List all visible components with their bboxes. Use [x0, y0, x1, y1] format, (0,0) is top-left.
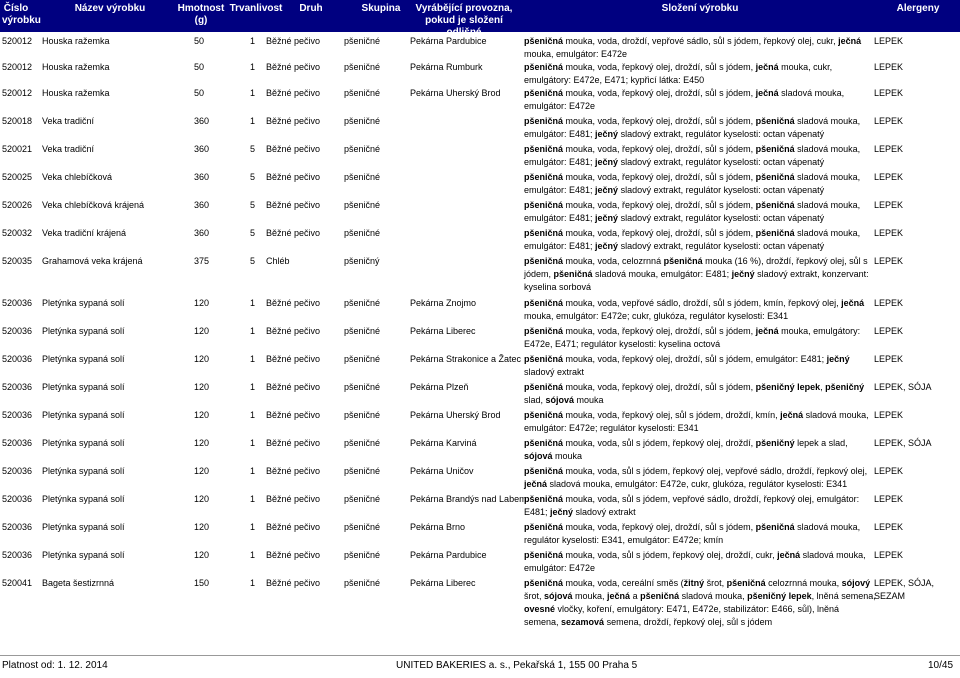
cell-druh: Běžné pečivo	[266, 410, 321, 420]
cell-trvanlivost: 1	[250, 522, 256, 532]
cell-skupina: pšeničné	[344, 354, 381, 364]
cell-druh: Běžné pečivo	[266, 494, 321, 504]
cell-nazev: Pletýnka sypaná solí	[42, 354, 125, 364]
cell-nazev: Houska ražemka	[42, 88, 110, 98]
cell-trvanlivost: 1	[250, 354, 256, 364]
cell-alergeny: LEPEK	[874, 354, 904, 364]
cell-provozna: Pekárna Liberec	[410, 326, 476, 336]
cell-trvanlivost: 1	[250, 88, 256, 98]
header-provozna: Vyrábějící provozna, pokud je složení odlišné	[415, 3, 513, 38]
cell-alergeny: LEPEK	[874, 200, 904, 210]
cell-nazev: Pletýnka sypaná solí	[42, 550, 125, 560]
cell-hmotnost: 150	[194, 578, 210, 588]
cell-trvanlivost: 1	[250, 62, 256, 72]
cell-cislo: 520036	[2, 410, 33, 420]
cell-hmotnost: 120	[194, 494, 210, 504]
cell-trvanlivost: 1	[250, 466, 256, 476]
cell-nazev: Pletýnka sypaná solí	[42, 382, 125, 392]
cell-slozeni: pšeničná mouka, voda, řepkový olej, droždí, sůl s jódem, pšeničná sladová mouka, emulgátor: E481; ječný sladový extrakt, regulátor kyselosti: octan vápenatý	[524, 228, 861, 251]
cell-nazev: Pletýnka sypaná solí	[42, 438, 125, 448]
cell-cislo: 520041	[2, 578, 33, 588]
cell-skupina: pšeničné	[344, 550, 381, 560]
cell-hmotnost: 360	[194, 228, 210, 238]
cell-nazev: Veka chlebíčková	[42, 172, 113, 182]
cell-cislo: 520036	[2, 466, 33, 476]
cell-cislo: 520012	[2, 36, 33, 46]
cell-alergeny: LEPEK	[874, 256, 904, 266]
cell-nazev: Veka chlebíčková krájená	[42, 200, 145, 210]
cell-druh: Běžné pečivo	[266, 466, 321, 476]
cell-skupina: pšeničné	[344, 298, 381, 308]
cell-provozna: Pekárna Strakonice a Žatec	[410, 354, 522, 364]
cell-provozna: Pekárna Rumburk	[410, 62, 483, 72]
cell-nazev: Pletýnka sypaná solí	[42, 298, 125, 308]
cell-nazev: Houska ražemka	[42, 62, 110, 72]
cell-nazev: Veka tradiční	[42, 116, 95, 126]
cell-alergeny: LEPEK	[874, 88, 904, 98]
cell-slozeni: pšeničná mouka, voda, řepkový olej, droždí, sůl s jódem, pšeničná sladová mouka, emulgátor: E481; ječný sladový extrakt, regulátor kyselosti: octan vápenatý	[524, 116, 861, 139]
cell-nazev: Veka tradiční	[42, 144, 95, 154]
cell-provozna: Pekárna Liberec	[410, 578, 476, 588]
cell-hmotnost: 50	[194, 88, 205, 98]
cell-slozeni: pšeničná mouka, voda, řepkový olej, sůl s jódem, droždí, kmín, ječná sladová mouka, emulgátor: E472e; regulátor kyselosti: E341	[524, 410, 869, 433]
header-skupina: Skupina	[361, 3, 401, 14]
cell-slozeni: pšeničná mouka, voda, řepkový olej, droždí, sůl s jódem, pšeničná sladová mouka, emulgátor: E481; ječný sladový extrakt, regulátor kyselosti: octan vápenatý	[524, 144, 861, 167]
cell-slozeni: pšeničná mouka, voda, řepkový olej, droždí, sůl s jódem, pšeničná sladová mouka, regulátor kyselosti: E341, emulgátor: E472e; kmín	[524, 522, 861, 545]
footer-page-number: 10/45	[928, 660, 954, 671]
cell-druh: Běžné pečivo	[266, 172, 321, 182]
cell-slozeni: pšeničná mouka, voda, řepkový olej, droždí, sůl s jódem, ječná mouka, emulgátory: E472e, E471; regulátor kyselosti: kyselina octová	[524, 326, 861, 349]
cell-alergeny: LEPEK	[874, 116, 904, 126]
cell-druh: Běžné pečivo	[266, 298, 321, 308]
cell-slozeni: pšeničná mouka, voda, sůl s jódem, řepkový olej, droždí, pšeničný lepek a slad, sójová mouka	[524, 438, 848, 461]
cell-skupina: pšeničné	[344, 326, 381, 336]
footer-company: UNITED BAKERIES a. s., Pekařská 1, 155 00 Praha 5	[396, 660, 638, 671]
cell-skupina: pšeničné	[344, 578, 381, 588]
cell-nazev: Pletýnka sypaná solí	[42, 410, 125, 420]
cell-alergeny: LEPEK	[874, 62, 904, 72]
cell-hmotnost: 375	[194, 256, 210, 266]
cell-druh: Běžné pečivo	[266, 116, 321, 126]
cell-skupina: pšeničné	[344, 200, 381, 210]
cell-provozna: Pekárna Pardubice	[410, 550, 487, 560]
cell-slozeni: pšeničná mouka, voda, sůl s jódem, řepkový olej, droždí, cukr, ječná sladová mouka, emulgátor: E472e	[524, 550, 866, 573]
cell-cislo: 520036	[2, 438, 33, 448]
cell-trvanlivost: 5	[250, 228, 256, 238]
cell-trvanlivost: 1	[250, 410, 256, 420]
cell-hmotnost: 360	[194, 116, 210, 126]
header-trvanlivost: Trvanlivost	[229, 3, 283, 14]
cell-alergeny: LEPEK	[874, 410, 904, 420]
cell-hmotnost: 120	[194, 438, 210, 448]
cell-druh: Běžné pečivo	[266, 550, 321, 560]
cell-hmotnost: 120	[194, 354, 210, 364]
cell-alergeny: LEPEK	[874, 494, 904, 504]
cell-alergeny: LEPEK	[874, 228, 904, 238]
cell-trvanlivost: 1	[250, 578, 256, 588]
cell-trvanlivost: 1	[250, 494, 256, 504]
cell-druh: Běžné pečivo	[266, 522, 321, 532]
cell-druh: Běžné pečivo	[266, 62, 321, 72]
cell-druh: Běžné pečivo	[266, 200, 321, 210]
cell-provozna: Pekárna Uničov	[410, 466, 474, 476]
cell-cislo: 520036	[2, 354, 33, 364]
cell-slozeni: pšeničná mouka, voda, řepkový olej, droždí, sůl s jódem, pšeničný lepek, pšeničný slad, sójová mouka	[524, 382, 865, 405]
cell-druh: Běžné pečivo	[266, 382, 321, 392]
cell-skupina: pšeničný	[344, 256, 380, 266]
cell-trvanlivost: 5	[250, 144, 256, 154]
cell-hmotnost: 120	[194, 382, 210, 392]
cell-trvanlivost: 1	[250, 116, 256, 126]
cell-hmotnost: 120	[194, 326, 210, 336]
cell-druh: Běžné pečivo	[266, 36, 321, 46]
cell-druh: Chléb	[266, 256, 290, 266]
cell-trvanlivost: 5	[250, 256, 256, 266]
cell-skupina: pšeničné	[344, 88, 381, 98]
cell-slozeni: pšeničná mouka, voda, sůl s jódem, vepřové sádlo, droždí, řepkový olej, emulgátor: E481; ječný sladový extrakt	[524, 494, 860, 517]
cell-nazev: Grahamová veka krájená	[42, 256, 143, 266]
cell-druh: Běžné pečivo	[266, 354, 321, 364]
cell-druh: Běžné pečivo	[266, 438, 321, 448]
cell-nazev: Pletýnka sypaná solí	[42, 326, 125, 336]
cell-provozna: Pekárna Plzeň	[410, 382, 469, 392]
cell-druh: Běžné pečivo	[266, 144, 321, 154]
header-alergeny: Alergeny	[896, 3, 940, 14]
cell-skupina: pšeničné	[344, 116, 381, 126]
cell-cislo: 520036	[2, 326, 33, 336]
cell-alergeny: LEPEK	[874, 172, 904, 182]
cell-alergeny: LEPEK	[874, 550, 904, 560]
cell-alergeny: LEPEK, SÓJA	[874, 382, 932, 392]
cell-druh: Běžné pečivo	[266, 88, 321, 98]
cell-druh: Běžné pečivo	[266, 228, 321, 238]
cell-alergeny: LEPEK	[874, 522, 904, 532]
cell-nazev: Houska ražemka	[42, 36, 110, 46]
cell-alergeny: LEPEK, SÓJA, SEZAM	[874, 578, 935, 601]
cell-trvanlivost: 1	[250, 382, 256, 392]
cell-hmotnost: 50	[194, 62, 205, 72]
cell-slozeni: pšeničná mouka, voda, celozrnná pšeničná mouka (16 %), droždí, řepkový olej, sůl s jódem, pšeničná sladová mouka, emulgátor: E481; ječný sladový extrakt, konzervant: kyselina sorbová	[524, 256, 869, 292]
cell-hmotnost: 120	[194, 550, 210, 560]
cell-nazev: Pletýnka sypaná solí	[42, 522, 125, 532]
cell-skupina: pšeničné	[344, 228, 381, 238]
cell-skupina: pšeničné	[344, 522, 381, 532]
cell-hmotnost: 360	[194, 144, 210, 154]
cell-alergeny: LEPEK, SÓJA	[874, 438, 932, 448]
cell-druh: Běžné pečivo	[266, 578, 321, 588]
cell-cislo: 520018	[2, 116, 33, 126]
cell-skupina: pšeničné	[344, 36, 381, 46]
cell-skupina: pšeničné	[344, 172, 381, 182]
cell-provozna: Pekárna Znojmo	[410, 298, 477, 308]
header-druh: Druh	[299, 3, 323, 14]
cell-alergeny: LEPEK	[874, 326, 904, 336]
header-slozeni: Složení výrobku	[661, 3, 739, 14]
footer-validity: Platnost od: 1. 12. 2014	[2, 660, 108, 671]
cell-nazev: Bageta šestizrnná	[42, 578, 115, 588]
footer-divider	[0, 655, 960, 656]
cell-cislo: 520012	[2, 62, 33, 72]
cell-skupina: pšeničné	[344, 382, 381, 392]
cell-druh: Běžné pečivo	[266, 326, 321, 336]
cell-alergeny: LEPEK	[874, 36, 904, 46]
header-nazev: Název výrobku	[74, 3, 146, 14]
cell-trvanlivost: 1	[250, 550, 256, 560]
header-cislo: Číslo výrobku	[2, 3, 41, 26]
cell-provozna: Pekárna Uherský Brod	[410, 88, 501, 98]
cell-cislo: 520012	[2, 88, 33, 98]
cell-trvanlivost: 1	[250, 298, 256, 308]
cell-skupina: pšeničné	[344, 410, 381, 420]
cell-trvanlivost: 1	[250, 36, 256, 46]
cell-trvanlivost: 1	[250, 438, 256, 448]
cell-provozna: Pekárna Pardubice	[410, 36, 487, 46]
cell-cislo: 520036	[2, 298, 33, 308]
cell-cislo: 520036	[2, 494, 33, 504]
cell-cislo: 520036	[2, 382, 33, 392]
cell-provozna: Pekárna Brandýs nad Labem	[410, 494, 527, 504]
cell-slozeni: pšeničná mouka, voda, řepkový olej, droždí, sůl s jódem, pšeničná sladová mouka, emulgátor: E481; ječný sladový extrakt, regulátor kyselosti: octan vápenatý	[524, 200, 861, 223]
header-hmotnost: Hmotnost (g)	[177, 3, 225, 26]
cell-alergeny: LEPEK	[874, 298, 904, 308]
cell-skupina: pšeničné	[344, 494, 381, 504]
cell-hmotnost: 120	[194, 522, 210, 532]
cell-cislo: 520036	[2, 550, 33, 560]
cell-hmotnost: 360	[194, 172, 210, 182]
cell-nazev: Pletýnka sypaná solí	[42, 466, 125, 476]
cell-hmotnost: 120	[194, 298, 210, 308]
cell-skupina: pšeničné	[344, 466, 381, 476]
cell-cislo: 520026	[2, 200, 33, 210]
cell-trvanlivost: 5	[250, 172, 256, 182]
cell-trvanlivost: 1	[250, 326, 256, 336]
cell-slozeni: pšeničná mouka, voda, cereální směs (žitný šrot, pšeničná celozrnná mouka, sójový šrot, sójová mouka, ječná a pšeničná sladová mouka, pšeničný lepek, lněná semena, ovesné vločky, koření, emulgátory: E471, E472e, stabilizátor: E466, sůl), lněná semena, sezamová semena, droždí, řepkový olej, sůl s jódem	[524, 578, 876, 627]
table-header	[0, 0, 960, 38]
cell-slozeni: pšeničná mouka, voda, řepkový olej, droždí, sůl s jódem, pšeničná sladová mouka, emulgátor: E481; ječný sladový extrakt, regulátor kyselosti: octan vápenatý	[524, 172, 861, 195]
cell-slozeni: pšeničná mouka, voda, droždí, vepřové sádlo, sůl s jódem, řepkový olej, cukr, ječná mouka, emulgátor: E472e	[524, 36, 862, 59]
cell-provozna: Pekárna Karviná	[410, 438, 477, 448]
cell-hmotnost: 120	[194, 466, 210, 476]
cell-alergeny: LEPEK	[874, 466, 904, 476]
cell-slozeni: pšeničná mouka, voda, řepkový olej, droždí, sůl s jódem, ječná sladová mouka, emulgátor: E472e	[524, 88, 845, 111]
cell-hmotnost: 120	[194, 410, 210, 420]
cell-slozeni: pšeničná mouka, voda, sůl s jódem, řepkový olej, vepřové sádlo, droždí, řepkový olej, ječná sladová mouka, emulgátor: E472e, cukr, glukóza, regulátor kyselosti: E341	[524, 466, 868, 489]
cell-trvanlivost: 5	[250, 200, 256, 210]
cell-hmotnost: 50	[194, 36, 205, 46]
cell-skupina: pšeničné	[344, 144, 381, 154]
cell-cislo: 520035	[2, 256, 33, 266]
cell-skupina: pšeničné	[344, 62, 381, 72]
cell-provozna: Pekárna Uherský Brod	[410, 410, 501, 420]
cell-slozeni: pšeničná mouka, voda, řepkový olej, droždí, sůl s jódem, emulgátor: E481; ječný sladový extrakt	[524, 354, 850, 377]
cell-cislo: 520021	[2, 144, 33, 154]
cell-cislo: 520025	[2, 172, 33, 182]
cell-provozna: Pekárna Brno	[410, 522, 466, 532]
cell-slozeni: pšeničná mouka, voda, vepřové sádlo, droždí, sůl s jódem, kmín, řepkový olej, ječná mouka, emulgátor: E472e; cukr, glukóza, regulátor kyselosti: E341	[524, 298, 865, 321]
cell-nazev: Pletýnka sypaná solí	[42, 494, 125, 504]
cell-cislo: 520032	[2, 228, 33, 238]
cell-slozeni: pšeničná mouka, voda, řepkový olej, droždí, sůl s jódem, ječná mouka, cukr, emulgátory: E472e, E471; kypřicí látka: E450	[524, 62, 833, 85]
cell-skupina: pšeničné	[344, 438, 381, 448]
cell-cislo: 520036	[2, 522, 33, 532]
cell-nazev: Veka tradiční krájená	[42, 228, 127, 238]
cell-alergeny: LEPEK	[874, 144, 904, 154]
cell-hmotnost: 360	[194, 200, 210, 210]
